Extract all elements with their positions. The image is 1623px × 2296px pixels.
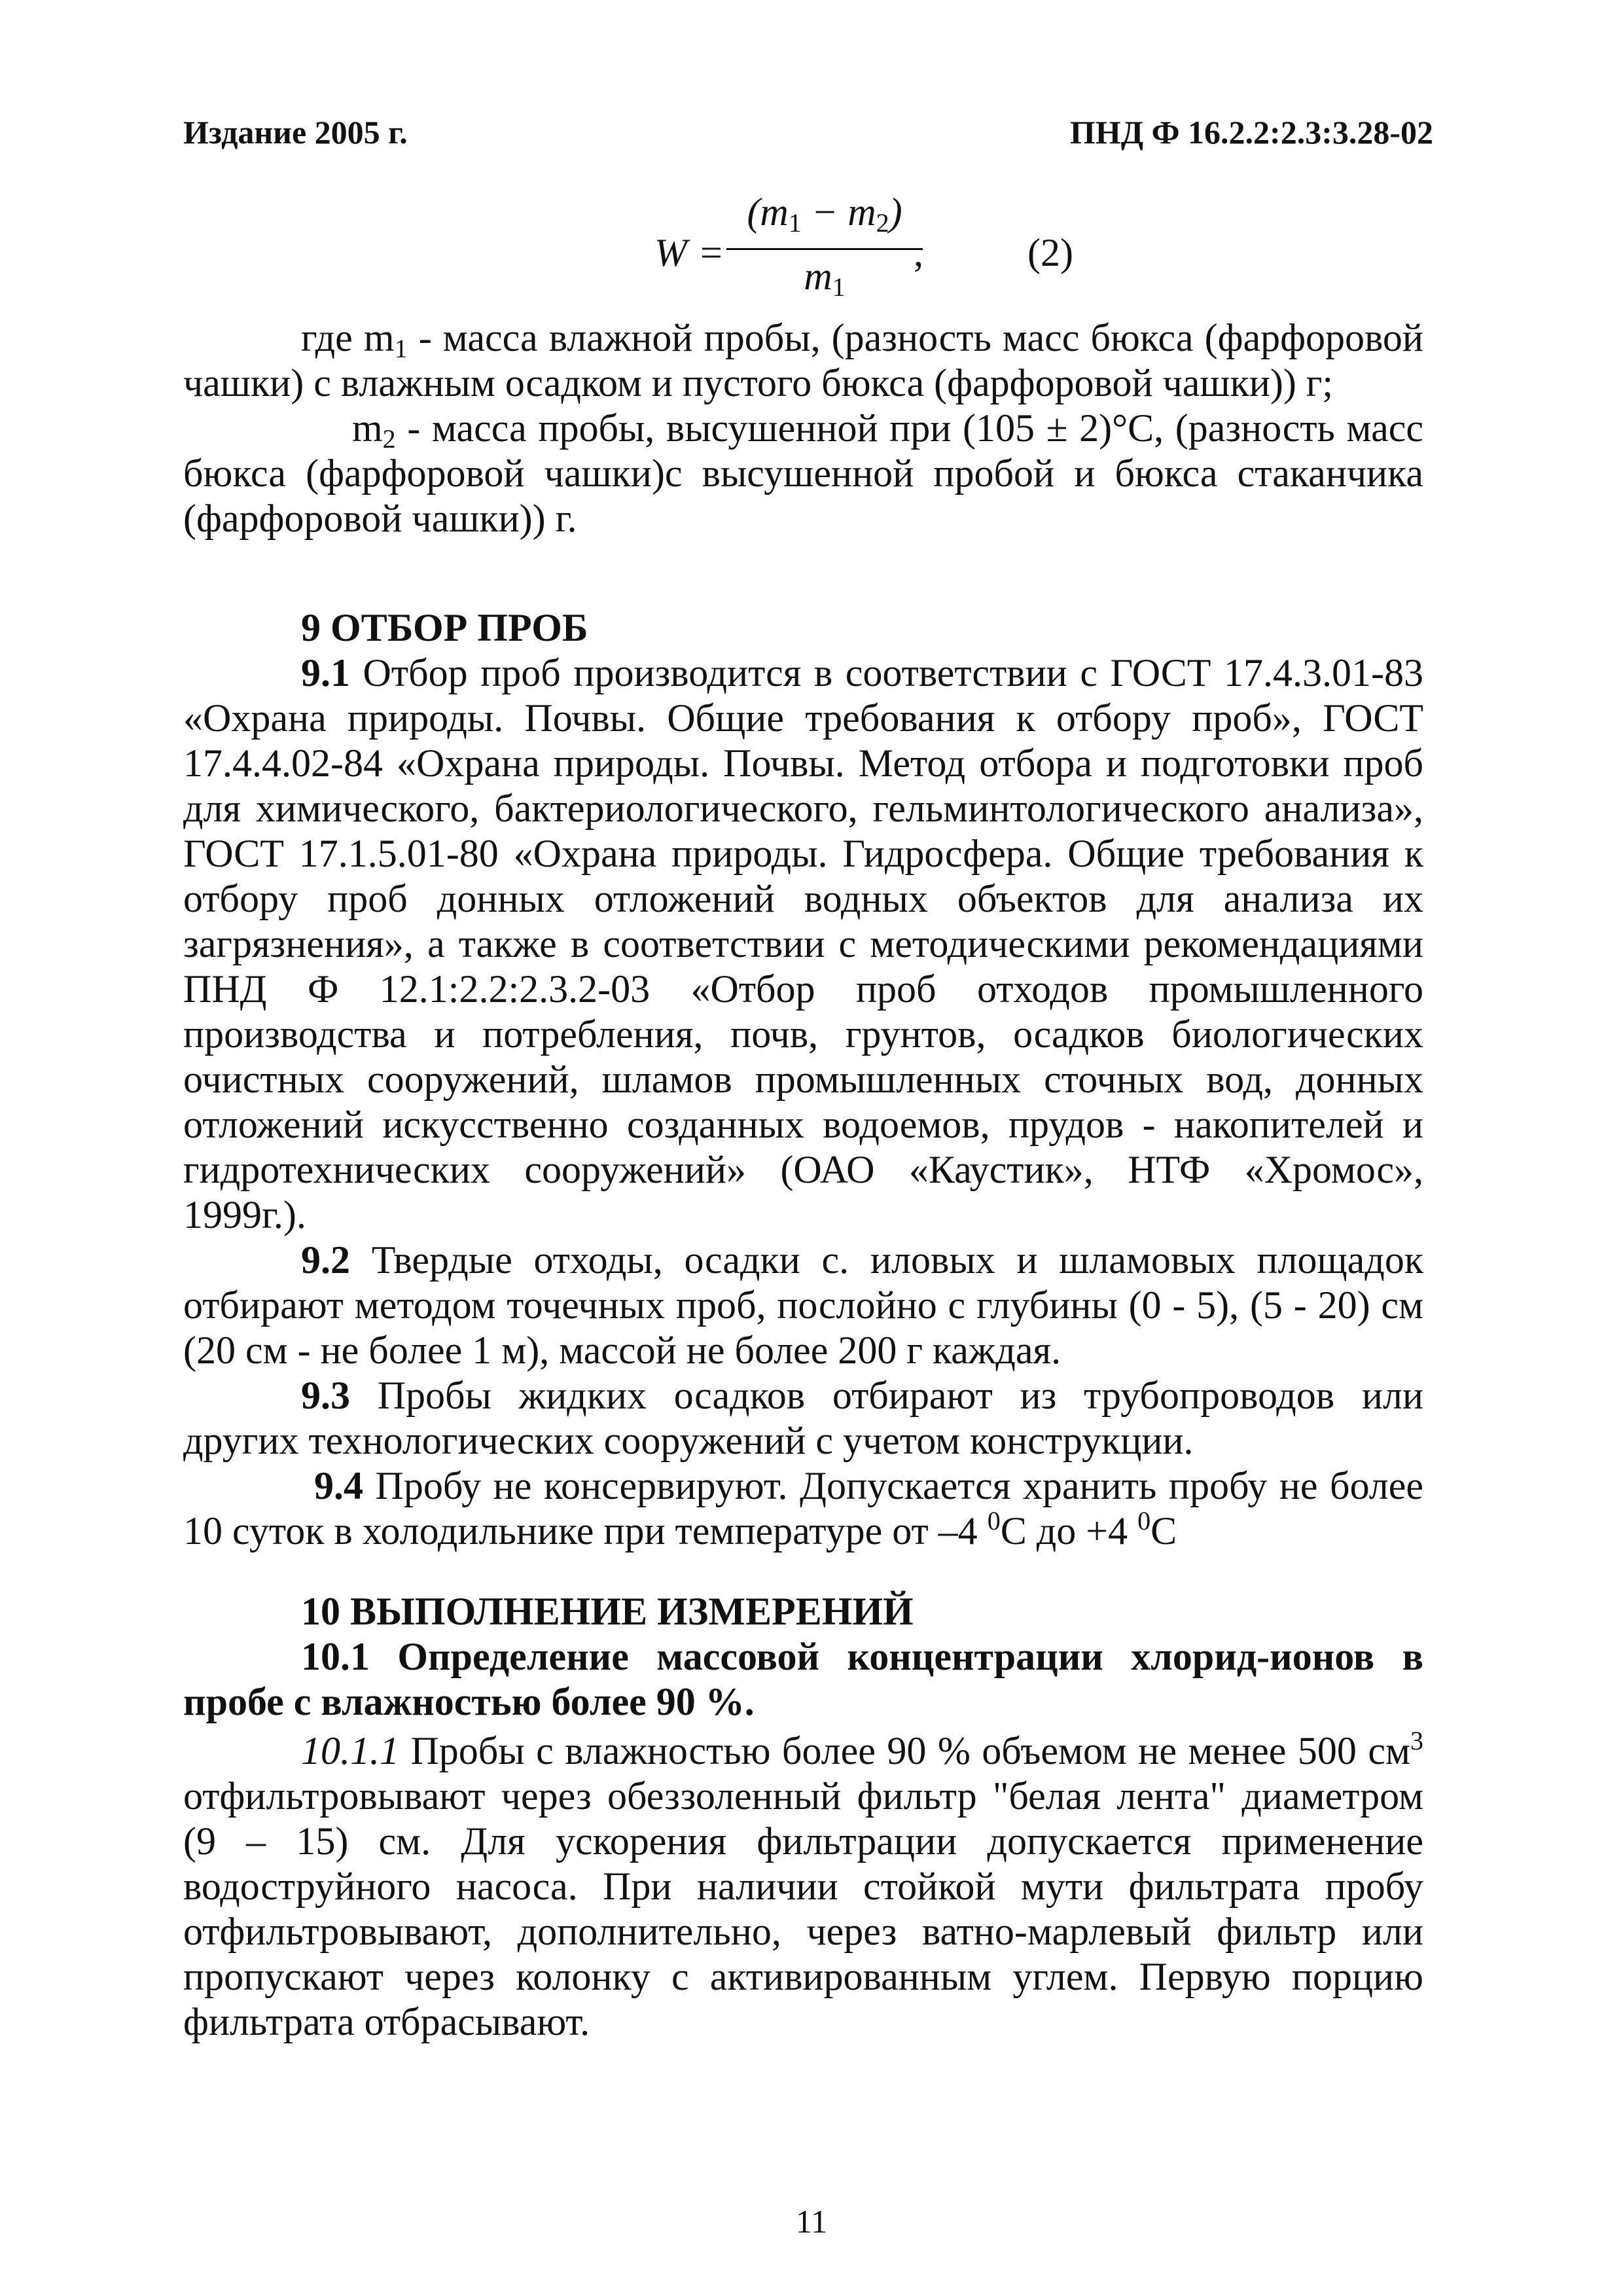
m2-definition: [183, 406, 1423, 541]
cubic-superscript: 3: [1410, 1726, 1423, 1755]
m1-text: - масса влажной пробы, (разность масс бюкса (фарфоровой чашки) с влажным осадком и пустого бюкса (фарфоровой чашки)) г;: [183, 316, 1424, 404]
paragraph-9-2: [183, 1238, 1423, 1373]
formula-lhs: W: [654, 231, 687, 274]
paragraph-9-4-text-a: Пробу не консервируют. Допускается хранить пробу не более 10 суток в холодильнике при температуре от –4: [183, 1464, 1423, 1552]
formula-fraction: [726, 190, 923, 310]
subsection-10-1-heading: 10.1 Определение массовой концентрации хлорид-ионов в пробе с влажностью более 90 %.: [183, 1635, 1423, 1723]
equation-number: (2): [1027, 231, 1073, 274]
formula-comma: ,: [914, 231, 923, 274]
numerator-mid: − m: [801, 190, 876, 234]
denominator-sub: 1: [832, 272, 846, 302]
paragraph-9-2-text: Твердые отходы, осадки с. иловых и шламовых площадок отбирают методом точечных проб, послойно с глубины (0 - 5), (5 - 20) см (20 см - не более 1 м), массой не более 200 г каждая.: [183, 1238, 1423, 1372]
page-number: 11: [795, 2203, 828, 2240]
numerator-sub-1: 1: [788, 208, 802, 238]
formula-numerator: [726, 190, 923, 245]
paragraph-9-3: [183, 1373, 1423, 1463]
m1-symbol: где m: [301, 316, 395, 359]
moisture-formula: [654, 190, 1113, 321]
m2-text: - масса пробы, высушенной при (105 ± 2)°С, (разность масс бюкса (фарфоровой чашки)с высушенной пробой и бюкса стаканчика (фарфоровой чашки)) г.: [183, 406, 1423, 540]
fraction-bar: [726, 248, 923, 250]
numerator-sub-2: 2: [876, 208, 889, 238]
paragraph-9-1: [183, 651, 1423, 1238]
paragraph-9-1-text: Отбор проб производится в соответствии с ГОСТ 17.4.3.01-83 «Охрана природы. Почвы. Общие требования к отбору проб», ГОСТ 17.4.4.02-84 «Охрана природы. Почвы. Метод отбора и подготовки проб для химического, бактериологического, гельминтологического анализа», ГОСТ 17.1.5.01-80 «Охрана природы. Гидросфера. Общие требования к отбору проб донных отложений водных объектов для анализа их загрязнения», а также в соответствии с методическими рекомендациями ПНД Ф 12.1:2.2:2.3.2-03 «Отбор проб отходов промышленного производства и потребления, почв, грунтов, осадков биологических очистных сооружений, шламов промышленных сточных вод, донных отложений искусственно созданных водоемов, прудов - накопителей и гидротехнических сооружений» (ОАО «Каустик», НТФ «Хромос», 1999г.).: [183, 651, 1423, 1236]
section-9-heading: 9 ОТБОР ПРОБ: [301, 606, 588, 649]
formula-denominator: [726, 254, 923, 310]
paragraph-10-1-1-text-a: Пробы с влажностью более 90 % объемом не менее 500 см: [399, 1729, 1410, 1772]
paragraph-10-1-1: [183, 1726, 1423, 2045]
paragraph-9-4-number: 9.4: [314, 1464, 363, 1507]
paragraph-10-1-1-number: 10.1.1: [301, 1729, 399, 1772]
paragraph-10-1-1-text-b: отфильтровывают через обеззоленный фильтр "белая лента" диаметром (9 – 15) см. Для ускорения фильтрации допускается применение водоструйного насоса. При наличии стойкой мути фильтрата пробу отфильтровывают, дополнительно, через ватно-марлевый фильтр или пропускают через колонку с активированным углем. Первую порцию фильтрата отбрасывают.: [183, 1774, 1423, 2043]
degree-mark-2: 0: [1137, 1506, 1151, 1535]
numerator-open: (m: [747, 190, 789, 234]
paragraph-9-4-text-c: С: [1150, 1509, 1177, 1552]
paragraph-9-3-text: Пробы жидких осадков отбирают из трубопроводов или других технологических сооружений с учетом конструкции.: [183, 1374, 1423, 1462]
document-code: ПНД Ф 16.2.2:2.3:3.28-02: [1069, 114, 1433, 151]
formula-equals: =: [700, 231, 722, 274]
paragraph-9-1-number: 9.1: [301, 651, 350, 694]
degree-mark-1: 0: [987, 1506, 1001, 1535]
paragraph-9-3-number: 9.3: [301, 1374, 350, 1417]
paragraph-9-4-text-b: С до +4: [1000, 1509, 1138, 1552]
m2-subscript: 2: [382, 424, 396, 454]
section-10: [183, 1589, 1423, 2045]
edition-label: Издание 2005 г.: [183, 114, 408, 151]
m1-definition: [183, 315, 1423, 406]
numerator-close: ): [889, 190, 902, 234]
section-10-heading: 10 ВЫПОЛНЕНИЕ ИЗМЕРЕНИЙ: [301, 1590, 914, 1633]
denominator-symbol: m: [804, 255, 832, 298]
section-9: [183, 605, 1423, 1554]
m1-subscript: 1: [394, 334, 408, 363]
paragraph-9-2-number: 9.2: [301, 1238, 350, 1282]
where-block: [183, 315, 1423, 541]
paragraph-9-4: [183, 1463, 1423, 1554]
m2-symbol: m: [352, 406, 383, 450]
